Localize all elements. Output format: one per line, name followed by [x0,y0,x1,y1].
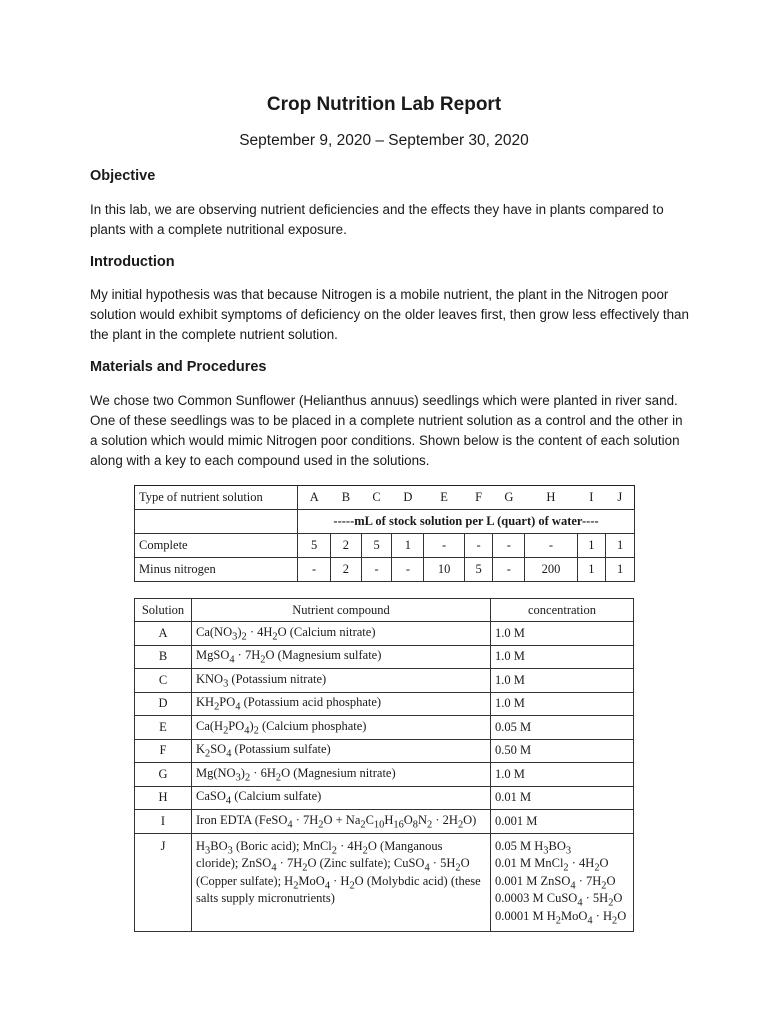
solution-table-cell: 2 [331,534,362,558]
compound-table-row [135,833,634,932]
compound-concentration: 1.0 M [491,669,634,693]
solution-table-column-header: J [606,486,635,510]
solution-table-row [135,558,635,582]
compound-table-header-compound: Nutrient compound [192,599,491,622]
compound-name: $H_3BO_3$ (Boric acid); MnCl$_2$ · $4H_2O$ (Manganous cloride); ZnSO$_4$ · $7H_2O$ (Zinc sulfate); CuSO$_4$ · $5H_2O$ (Copper sulfate); $H_2MoO_4 \cdot H_2O$ (Molybdic acid) (these salts supply micronutrients) [192,833,491,932]
compound-table-row [135,763,634,787]
compound-solution-letter: D [135,692,192,716]
compound-concentration: 1.0 M [491,763,634,787]
solution-table-cell: 1 [606,534,635,558]
compound-table [134,598,634,932]
solution-table-cell: 5 [464,558,493,582]
solution-table-column-header: I [577,486,606,510]
compound-concentration: 0.001 M [491,810,634,834]
solution-table-cell: 1 [392,534,424,558]
compound-concentration: 0.05 M [491,716,634,740]
solution-table-cell: 2 [331,558,362,582]
introduction-heading: Introduction [90,254,175,270]
compound-table-row [135,645,634,669]
compound-solution-letter: J [135,833,192,932]
solution-table-cell: - [493,558,525,582]
solution-table-cell: 1 [577,558,606,582]
compound-table-header-solution: Solution [135,599,192,622]
compound-solution-letter: F [135,739,192,763]
compound-table-header-concentration: concentration [491,599,634,622]
solution-table-units-label: -----mL of stock solution per L (quart) of water---- [298,510,635,534]
solution-table-cell: - [361,558,392,582]
compound-solution-letter: C [135,669,192,693]
compound-concentration: 1.0 M [491,645,634,669]
compound-table-row [135,739,634,763]
solution-table-column-header: F [464,486,493,510]
introduction-text: My initial hypothesis was that because Nitrogen is a mobile nutrient, the plant in the Nitrogen poor solution would exhibit symptoms of deficiency on the older leaves first, then grow less effectively than the plant in the complete nutrient solution. [90,287,689,342]
solution-table-cell: 5 [298,534,331,558]
compound-table-header-row [135,599,634,622]
report-title: Crop Nutrition Lab Report [266,94,502,115]
solution-table-cell: - [298,558,331,582]
materials-heading: Materials and Procedures [90,359,267,375]
solution-table-cell: 200 [525,558,577,582]
compound-table-row [135,692,634,716]
compound-solution-letter: I [135,810,192,834]
solution-table-column-header: A [298,486,331,510]
solution-table-row-label: Minus nitrogen [135,558,298,582]
compound-solution-letter: G [135,763,192,787]
compound-name: $KNO_3$ (Potassium nitrate) [192,669,491,693]
compound-name: CaSO$_4$ (Calcium sulfate) [192,786,491,810]
solution-table-column-header: C [361,486,392,510]
compound-concentration: 0.05 M $H_3BO_3$ 0.01 M MnCl$_2$ · $4H_2O$ 0.001 M ZnSO$_4$ · $7H_2O$ 0.0003 M CuSO$_4$ · $5H_2O$ 0.0001 M $H_2MoO_4 \cdot H_2O$ [491,833,634,932]
compound-name: $Ca(NO_3)_2 \cdot 4H_2O$ (Calcium nitrate) [192,622,491,646]
solution-table-cell: - [525,534,577,558]
compound-name: $Mg(NO_3)_2 \cdot 6H_2O$ (Magnesium nitrate) [192,763,491,787]
solution-table-cell: - [424,534,464,558]
solution-table-cell: - [392,558,424,582]
compound-concentration: 1.0 M [491,622,634,646]
solution-table [134,485,635,582]
solution-table-column-header: E [424,486,464,510]
solution-table-cell: 1 [606,558,635,582]
compound-concentration: 0.01 M [491,786,634,810]
compound-solution-letter: A [135,622,192,646]
compound-solution-letter: B [135,645,192,669]
objective-text: In this lab, we are observing nutrient deficiencies and the effects they have in plants compared to plants with a complete nutritional exposure. [90,202,664,237]
solution-table-row [135,534,635,558]
compound-table-row [135,669,634,693]
solution-table-cell: 10 [424,558,464,582]
compound-name: Iron EDTA (FeSO$_4$ · $7H_2O + Na_2C_{10}H_{16}O_8N_2 \cdot 2H_2O$) [192,810,491,834]
compound-table-row [135,716,634,740]
compound-solution-letter: E [135,716,192,740]
compound-table-row [135,622,634,646]
compound-name: $KH_2PO_4$ (Potassium acid phosphate) [192,692,491,716]
solution-table-cell: 1 [577,534,606,558]
solution-table-cell: 5 [361,534,392,558]
solution-table-column-header: B [331,486,362,510]
objective-heading: Objective [90,168,156,184]
solution-table-column-header: H [525,486,577,510]
compound-name: $K_2SO_4$ (Potassium sulfate) [192,739,491,763]
solution-table-row-label: Complete [135,534,298,558]
solution-table-header-row [135,486,635,510]
compound-table-row [135,810,634,834]
solution-table-header-label: Type of nutrient solution [135,486,298,510]
compound-table-row [135,786,634,810]
materials-text: We chose two Common Sunflower (Helianthus annuus) seedlings which were planted in river sand. One of these seedlings was to be placed in a complete nutrient solution as a control and the other in a solution which would mimic Nitrogen poor conditions. Shown below is the content of each solution along with a key to each compound used in the solutions. [90,393,683,468]
solution-table-units-spacer [135,510,298,534]
compound-name: $Ca(H_2PO_4)_2$ (Calcium phosphate) [192,716,491,740]
solution-table-column-header: G [493,486,525,510]
compound-concentration: 0.50 M [491,739,634,763]
compound-concentration: 1.0 M [491,692,634,716]
solution-table-units-row [135,510,635,534]
solution-table-column-header: D [392,486,424,510]
solution-table-cell: - [493,534,525,558]
report-dates: September 9, 2020 – September 30, 2020 [239,132,529,149]
solution-table-cell: - [464,534,493,558]
compound-solution-letter: H [135,786,192,810]
compound-name: MgSO$_4$ · $7H_2O$ (Magnesium sulfate) [192,645,491,669]
